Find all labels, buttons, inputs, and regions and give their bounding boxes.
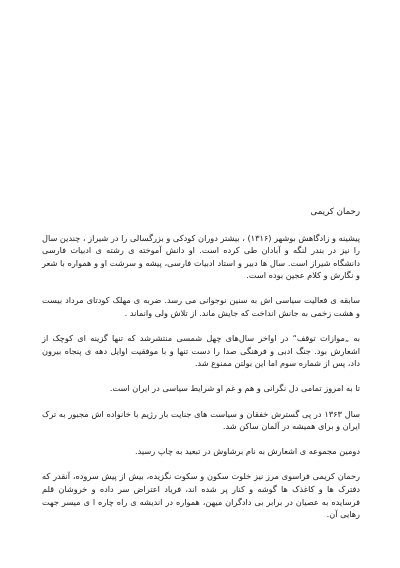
paragraph-biography: پیشینه و زادگاهش بوشهر (۱۳۱۶) ، بیشتر دوران کودکی و بزرگسالی را در شیراز ، چندین سال را نیز در بندر لنگه و آبادان طی کرده است. او دانش آموخته ی رشته ی ادبیات فارسی دانشگاه شیراز است. سال ها دبیر و استاد ادبیات فارسی، پیشه و سرشت او و همواره با شعر و نگارش و کلام عجین بوده است. [42,232,360,281]
document-body [42,206,360,521]
author-title: رحمان کریمی [310,207,360,217]
paragraph-political-history: سابقه ی فعالیت سیاسی اش به سنین نوجوانی می رسد. ضربه ی مهلک کودتای مرداد بیست و هشت زخمی به جانش انداخت که جایش ماند. از تلاش ولی وانماند . [42,295,360,319]
paragraph-second-collection: دومین مجموعه ی اشعارش به نام برشاوش در تبعید به چاپ رسید. [135,446,360,457]
paragraph-publication: به „موازات توقف“ در اواخر سال‌های چهل شمسی منتشرشد که تنها گزینه ای کوچک از اشعارش بود. جنگ ادبی و فرهنگی صدا را دست تنها و با موفقیت اوایل دهه ی پنجاه بیرون داد، پس از شماره سوم اما این بولتن ممنوع شد. [42,333,360,369]
paragraph-exile: سال ۱۳۶۳ در پی گسترش خفقان و سیاست های جنایت بار رژیم با خانواده اش مجبور به ترک ایران و برای همیشه در آلمان ساکن شد. [42,408,360,432]
paragraph-beyond-border: رحمان کریمی فراسوی مرز نیز خلوت سکون و سکوت نگزیده، بیش از پیش سروده، آنقدر که دفترک ها و کاغذک ها گوشه و کنار پر شده اند، فریاد اعتراض سر داده و خروشان قلم فرسایده به عصیان در برابر بی دادگران میهن، همواره در اندیشه ی راه چاره ا ی میسر جهت رهایی آن. [42,471,360,520]
paragraph-concern: تا به امروز تمامی دل نگرانی و هم و غم او شرایط سیاسی در ایران است. [109,383,360,394]
